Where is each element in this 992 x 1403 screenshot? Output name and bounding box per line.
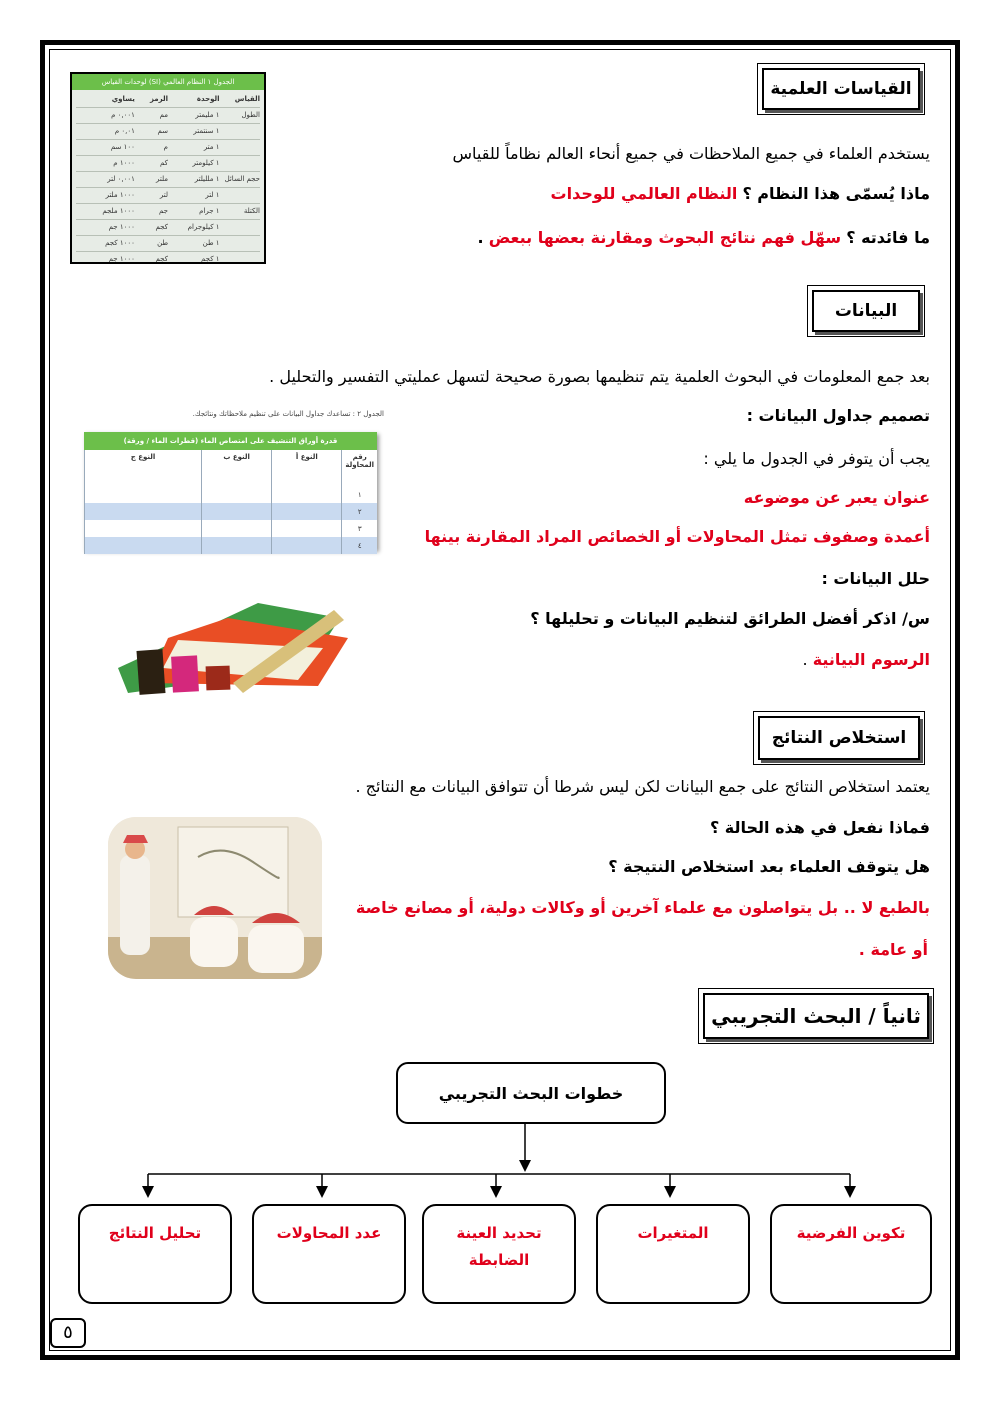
si-table-cell: ١٠٠٠ ملتر [105,191,135,199]
data-req2: أعمدة وصفوف تمثل المحاولات أو الخصائص المراد المقارنة بينها [424,527,930,546]
heading-data: البيانات [812,290,920,332]
data-analyze-title: حلل البيانات : [821,569,930,588]
data-answer-end: . [802,650,808,669]
si-table-cell: ١ مليمتر [195,111,220,119]
si-table-cell: يساوي [111,95,135,103]
data-table-header-cell: النوع ب [202,450,272,486]
data-table-cell: ٣ [342,520,377,537]
flow-step-5: تحليل النتائج [78,1204,232,1304]
si-table-cell: م [163,143,169,151]
data-table-header-cell: النوع أ [272,450,342,486]
si-table-cell: ١٠٠٠ ملجم [102,207,135,215]
si-table-cell: الكتلة [243,207,260,215]
measurements-a2-end: . [477,228,484,247]
si-table-cell: ١٠٠ سم [110,143,135,151]
data-table-header-cell: رقم المحاولة [342,450,377,486]
si-table-cell: ١٠٠٠ جم [108,223,135,231]
conclusions-q2: هل يتوقف العلماء بعد استخلاص النتيجة ؟ [608,857,930,876]
si-table-cell: ١ متر [203,143,220,151]
si-table-cell: ١٠٠٠ م [113,159,135,167]
data-answer-text: الرسوم البيانية [812,650,930,669]
flow-step-2: المتغيرات [596,1204,750,1304]
si-table-cell: كم [160,159,169,167]
si-table-cell: الوحدة [196,95,220,103]
si-table-cell: الطول [241,111,260,119]
measurements-a2-text: سهّل فهم نتائج البحوث ومقارنة بعضها ببعض [488,228,842,247]
measurements-a1-text: النظام العالمي للوحدات [550,184,738,203]
data-design-title: تصميم جداول البيانات : [746,406,930,425]
data-table-cell: ٤ [342,537,377,554]
measurements-intro: يستخدم العلماء في جميع الملاحظات في جميع أنحاء العالم نظاماً للقياس [452,144,930,163]
si-table-cell: ١ لتر [205,191,220,199]
si-table-cell: كجم [155,255,169,263]
si-table-cell: ١ ملليلتر [194,175,220,183]
si-table-cell: ١ طن [202,239,220,247]
si-table-cell: ١ كجم [201,255,220,263]
si-table-cell: سم [157,127,169,135]
si-table-cell: ١ كيلومتر [192,159,220,167]
si-table-cell: القياس [234,95,260,103]
heading-conclusions: استخلاص النتائج [758,716,920,760]
si-table-cell: حجم السائل [224,175,260,183]
page-number: ٥ [50,1318,86,1348]
flow-root-label: خطوات البحث التجريبي [438,1083,624,1103]
si-table-cell: جم [159,207,169,215]
si-table-cell: ١ جرام [199,207,220,215]
conclusions-answer-line1: بالطبع لا .. بل يتواصلون مع علماء آخرين أو وكالات دولية، أو مصانع خاصة [355,898,930,917]
si-table-cell: ٠,٠٠١ م [111,111,135,119]
data-table-cell: ١ [342,486,377,503]
measurements-q1-text: ماذا يُسمّى هذا النظام ؟ [742,184,930,203]
heading-experimental: ثانياً / البحث التجريبي [703,993,929,1039]
flow-step-3: تحديد العينة الضابطة [422,1204,576,1304]
data-table-caption: الجدول ٢ : تساعدك جداول البيانات على تنظيم ملاحظاتك ونتائجك. [192,410,384,418]
si-table-cell: ٠,٠١ م [114,127,135,135]
data-must-have: يجب أن يتوفر في الجدول ما يلي : [703,449,930,468]
si-table-cell: طن [157,239,169,247]
si-table-cell: ١ كيلوجرام [187,223,220,231]
si-table-cell: ١٠٠٠ كجم [105,239,135,247]
data-table-title: قدرة أوراق التنشيف على امتصاص الماء (قطرات الماء / ورقة) [84,432,377,450]
si-table-cell: لتر [159,191,169,199]
flow-step-1: تكوين الفرضية [770,1204,932,1304]
measurements-q2-text: ما فائدته ؟ [846,228,930,247]
data-table-cell: ٢ [342,503,377,520]
si-table-cell: ٠,٠٠١ لتر [107,175,135,183]
conclusions-q1: فماذا نفعل في هذه الحالة ؟ [709,818,930,837]
data-question: س/ اذكر أفضل الطرائق لتنظيم البيانات و تحليلها ؟ [530,609,930,628]
data-req1: عنوان يعبر عن موضوعه [743,488,930,507]
flow-step-4: عدد المحاولات [252,1204,406,1304]
si-table-caption: الجدول ١ النظام العالمي (SI) لوحدات القياس [72,74,264,90]
si-table-cell: ١٠٠٠ جم [108,255,135,263]
data-intro: بعد جمع المعلومات في البحوث العلمية يتم تنظيمها بصورة صحيحة لتسهل عمليتي التفسير والتحليل . [269,367,930,386]
si-table-cell: كجم [155,223,169,231]
heading-measurements: القياسات العلمية [762,68,920,110]
conclusions-intro: يعتمد استخلاص النتائج على جمع البيانات لكن ليس شرطا أن تتوافق البيانات مع النتائج . [355,777,930,796]
si-table-cell: مم [159,111,169,119]
data-table-header-cell: النوع ج [85,450,202,486]
conclusions-answer-line2: أو عامة . [858,940,928,959]
si-table-cell: ١ سنتمتر [193,127,220,135]
si-table-cell: ملتر [155,175,169,183]
si-table-cell: الرمز [149,95,169,103]
